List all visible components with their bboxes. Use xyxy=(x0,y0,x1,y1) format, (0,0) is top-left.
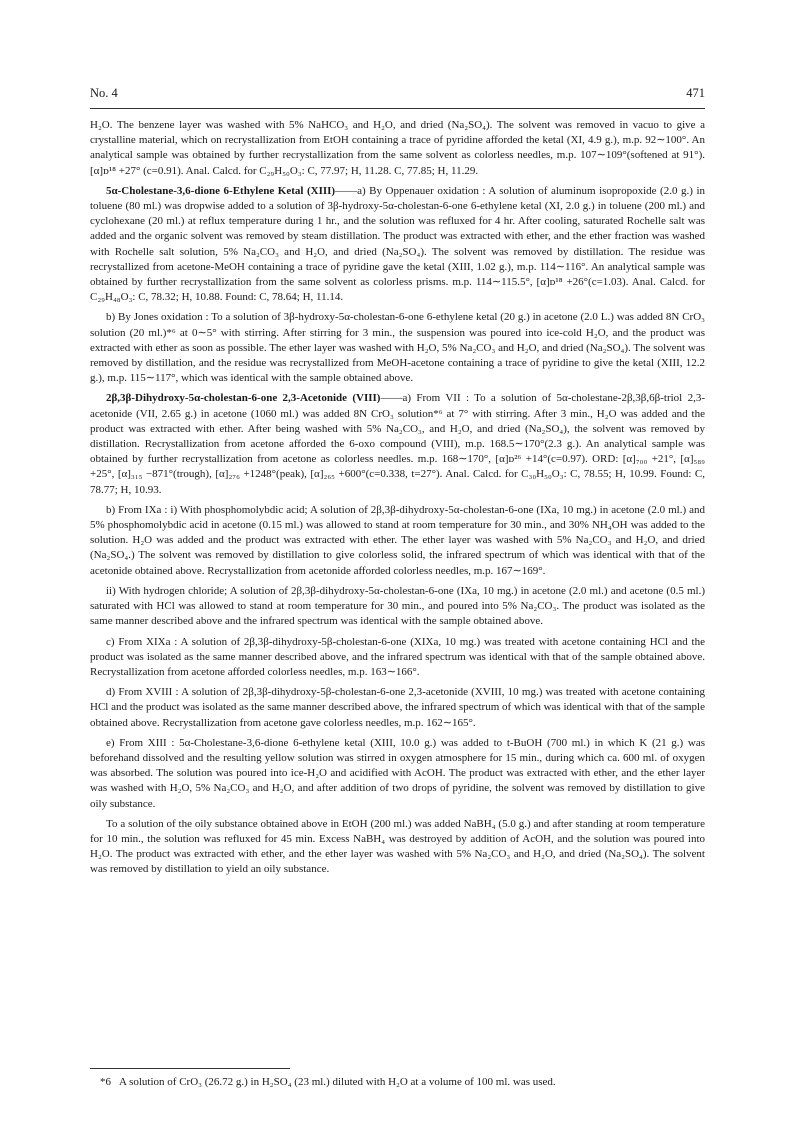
paragraph-from-ixa-phosphomolybdic xyxy=(90,503,705,579)
paragraph-from-xixa xyxy=(90,635,705,681)
paragraph-text: To a solution of the oily substance obtained above in EtOH (200 ml.) was added NaBH₄ (5.0 g.) and after standing at room temperature for 10 min., the solution was refluxed for 45 min. Excess NaBH₄ was destroyed by addition of AcOH, and the solution was poured into H₂O. The product was extracted with ether, and the ether layer was washed with 5% Na₂CO₃ and H₂O, and dried (Na₂SO₄). The solvent was removed by distillation to yield an oily substance. xyxy=(90,817,705,876)
header-rule xyxy=(90,108,705,109)
compound-heading: 2β,3β-Dihydroxy-5α-cholestan-6-one 2,3-Acetonide (VIII) xyxy=(106,392,381,405)
paragraph-nabh4-reduction xyxy=(90,817,705,878)
journal-issue-number: No. 4 xyxy=(90,86,118,100)
paragraph-text: d) From XVIII : A solution of 2β,3β-dihydroxy-5β-cholestan-6-one 2,3-acetonide (XVIII, 10 mg.) was treated with acetone containing HCl and the product was isolated as the same manner described above, the infrared spectrum of which was identical with that of the sample obtained above. Recrystallization from acetone gave colorless needles, m.p. 162∼165°. xyxy=(90,686,705,729)
paragraph-text: ——a) From VII : To a solution of 5α-cholestane-2β,3β,6β-triol 2,3-acetonide (VII, 2.65 g.) in acetone (1060 ml.) was added 8N CrO₃ solution*⁶ at 7° with stirring. After 3 min., H₂O was added and the product was extracted with ether. After being washed with 5% Na₂CO₃, and H₂O, and dried (Na₂SO₄), the solvent was removed by distillation. Recrystallization from acetone afforded the 6-oxo compound (VIII), m.p. 168.5∼170°(2.3 g.). An analytical sample was obtained by further recrystallization from acetone as colorless needles. m.p. 168∼170°, [α]ᴅ²⁶ +14°(c=0.97). ORD: [α]₇₀₀ +21°, [α]₅₈₉ +25°, [α]₃₁₅ −871°(trough), [α]₂₇₆ +1248°(peak), [α]₂₆₅ +600°(c=0.338, t=27°). Anal. Calcd. for C₃₀H₅₀O₃: C, 78.55; H, 10.99. Found: C, 78.77; H, 10.93. xyxy=(90,392,705,496)
paragraph-compound-viii xyxy=(90,391,705,497)
footnote-text: A solution of CrO₃ (26.72 g.) in H₂SO₄ (23 ml.) diluted with H₂O at a volume of 100 ml. was used. xyxy=(119,1076,556,1088)
paragraph-text: b) From IXa : i) With phosphomolybdic acid; A solution of 2β,3β-dihydroxy-5α-cholestan-6-one (IXa, 10 mg.) in acetone (2.0 ml.) and 5% phosphomolybdic acid in acetone (0.15 ml.) was allowed to stand at room temperature for 30 min., and 30% NH₄OH was added to the solution. H₂O was added and the product was extracted with ether. The ether layer was washed with 5% Na₂CO₃ and H₂O, and dried (Na₂SO₄.) The solvent was removed by distillation to give colorless solid, the infrared spectrum of which was identical with that of the acetonide obtained above. Recrystallization from acetonide afforded colorless needles, m.p. 167∼169°. xyxy=(90,503,705,577)
paragraph-text: c) From XIXa : A solution of 2β,3β-dihydroxy-5β-cholestan-6-one (XIXa, 10 mg.) was treated with acetone containing HCl and the product was isolated as the same manner described above, and the infrared spectrum was identical with that of the sample obtained above. Recrystallization from acetone afforded colorless needles, m.p. 163∼166°. xyxy=(90,635,705,678)
paragraph-text: b) By Jones oxidation : To a solution of 3β-hydroxy-5α-cholestan-6-one 6-ethylene ketal (20 g.) in acetone (2.0 L.) was added 8N CrO₃ solution (20 ml.)*⁶ at 0∼5° with stirring. After stirring for 3 min., the suspension was poured into ice-cold H₂O, and the product was extracted with ether as soon as possible. The ether layer was washed with H₂O, 5% Na₂CO₃ and H₂O, and dried (Na₂SO₄). The solvent was removed by distillation, and the residue was recrystallized from MeOH-acetone containing a trace of pyridine to give the ketal (XIII, 12.2 g.), m.p. 115∼117°, which was identical with the sample obtained above. xyxy=(90,311,705,385)
article-body xyxy=(90,118,705,879)
paragraph-from-xviii xyxy=(90,685,705,731)
page-number: 471 xyxy=(686,86,705,100)
paragraph-text: ——a) By Oppenauer oxidation : A solution of aluminum isopropoxide (2.0 g.) in toluene (80 ml.) was dropwise added to a solution of 3β-hydroxy-5α-cholestan-6-one 6-ethylene ketal (XI, 2.0 g.) in toluene (200 ml.) and cyclohexane (20 ml.) at reflux temperature during 1 hr., and the solution was refluxed for 4 hr. After cooling, saturated Rochelle salt was added and the organic solvent was removed by steam distillation. The product was extracted with ether, and the ether fraction was washed with Rochelle salt solution, 5% Na₂CO₃ and H₂O, and dried (Na₂SO₄). The solvent was removed by distillation. The residue was recrystallized from acetone-MeOH containing a trace of pyridine gave the ketal (XIII, 1.02 g.), m.p. 114∼116°. An analytical sample was obtained by further recrystallization from the same solvent as colorless prisms. m.p. 114∼115.5°, [α]ᴅ¹⁸ +26°(c=1.03). Anal. Calcd. for C₂₉H₄₈O₃: C, 78.32; H, 10.88. Found: C, 78.64; H, 11.14. xyxy=(90,184,705,304)
paragraph-text: H₂O. The benzene layer was washed with 5% NaHCO₃ and H₂O, and dried (Na₂SO₄). The solvent was removed in vacuo to give a crystalline material, which on recrystallization from EtOH containing a trace of pyridine afforded the ketal (XI, 4.9 g.), m.p. 92∼100°. An analytical sample was obtained by further recrystallization from the same solvent as colorless needles, m.p. 107∼109°(softened at 91°). [α]ᴅ¹⁸ +27° (c=0.91). Anal. Calcd. for C₂₉H₅₀O₃: C, 77.97; H, 11.28. C, 77.85; H, 11.29. xyxy=(90,119,705,177)
paragraph-compound-xiii xyxy=(90,184,705,306)
footnote-mark: *6 xyxy=(100,1076,111,1088)
page-header xyxy=(90,86,705,106)
paragraph-ketal-xi-continuation xyxy=(90,118,705,179)
footnote-rule xyxy=(90,1068,290,1069)
paragraph-from-xiii xyxy=(90,736,705,812)
compound-heading: 5α-Cholestane-3,6-dione 6-Ethylene Ketal (XIII) xyxy=(106,184,336,197)
paragraph-jones-oxidation xyxy=(90,310,705,386)
paragraph-text: ii) With hydrogen chloride; A solution of 2β,3β-dihydroxy-5α-cholestan-6-one (IXa, 10 mg.) in acetone (2.0 ml.) and acetone (0.5 ml.) saturated with HCl was allowed to stand at room temperature for 30 min., and poured into 5% Na₂CO₃. The product was isolated as the same manner described above and the infrared spectrum was identical with the sample obtained above. xyxy=(90,584,705,628)
paragraph-text: e) From XIII : 5α-Cholestane-3,6-dione 6-ethylene ketal (XIII, 10.0 g.) was added to t-BuOH (700 ml.) in which K (21 g.) was beforehand dissolved and the resulting yellow solution was stirred in oxygen atmosphere for 15 min., during which ca. 600 ml. of oxygen was absorbed. The solution was poured into ice-H₂O and acidified with AcOH. The product was extracted with ether, and the ether layer was washed with H₂O, 5% Na₂CO₃ and H₂O, and after addition of two drops of pyridine, the solvent was removed by distillation to give oily substance. xyxy=(90,736,705,810)
footnote xyxy=(100,1075,705,1089)
paragraph-from-ixa-hcl xyxy=(90,584,705,630)
